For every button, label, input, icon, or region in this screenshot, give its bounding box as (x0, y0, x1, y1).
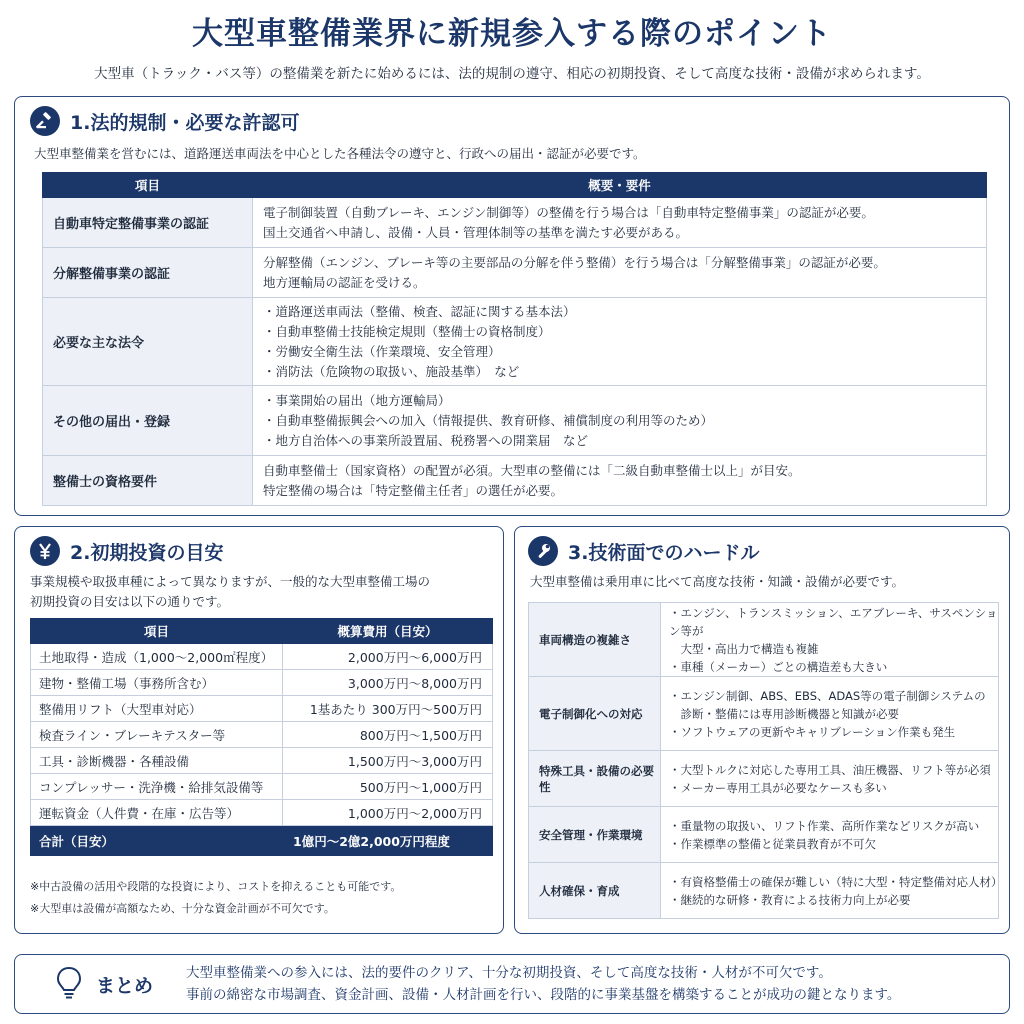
technical-item: 電子制御化への対応 (529, 677, 661, 751)
table-row (43, 298, 987, 386)
investment-cost: 1基あたり 300万円～500万円 (283, 696, 493, 722)
section-technical-header (528, 536, 759, 566)
legal-detail: ・道路運送車両法（整備、検査、認証に関する基本法） ・自動車整備士技能検定規則（整備士の資格制度） ・労働安全衛生法（作業環境、安全管理） ・消防法（危険物の取扱い、施設基準） など (253, 298, 987, 386)
legal-detail: 自動車整備士（国家資格）の配置が必須。大型車の整備には「二級自動車整備士以上」が目安。 特定整備の場合は「特定整備主任者」の選任が必要。 (253, 456, 987, 506)
page-title: 大型車整備業界に新規参入する際のポイント (192, 16, 832, 52)
table-row (31, 696, 493, 722)
table-row (43, 386, 987, 456)
table-row (31, 722, 493, 748)
table-row (31, 670, 493, 696)
table-row (43, 456, 987, 506)
legal-table (42, 172, 987, 506)
legal-detail: 分解整備（エンジン、ブレーキ等の主要部品の分解を伴う整備）を行う場合は「分解整備事業」の認証が必要。 地方運輸局の認証を受ける。 (253, 248, 987, 298)
lightbulb-icon (56, 966, 82, 1004)
legal-col-summary: 概要・要件 (253, 173, 987, 198)
technical-table (528, 602, 1003, 919)
page-subtitle: 大型車（トラック・バス等）の整備業を新たに始めるには、法的規制の遵守、相応の初期投資、そして高度な技術・設備が求められます。 (94, 66, 930, 82)
technical-item: 安全管理・作業環境 (529, 807, 661, 863)
investment-item: 検査ライン・ブレーキテスター等 (31, 722, 283, 748)
investment-cost: 1,500万円～3,000万円 (283, 748, 493, 774)
technical-detail: ・エンジン制御、ABS、EBS、ADAS等の電子制御システムの 診断・整備には専用診断機器と知識が必要 ・ソフトウェアの更新やキャリブレーション作業も発生 (661, 677, 999, 751)
investment-item: コンプレッサー・洗浄機・給排気設備等 (31, 774, 283, 800)
investment-cost: 500万円～1,000万円 (283, 774, 493, 800)
technical-item: 車両構造の複雑さ (529, 603, 661, 677)
investment-col-cost: 概算費用（目安） (283, 619, 493, 644)
investment-item: 整備用リフト（大型車対応） (31, 696, 283, 722)
table-row (529, 807, 999, 863)
investment-notes (30, 876, 401, 920)
section-investment-header (30, 536, 223, 566)
investment-item: 建物・整備工場（事務所含む） (31, 670, 283, 696)
investment-note: ※中古設備の活用や段階的な投資により、コストを抑えることも可能です。 (30, 880, 402, 893)
section-investment-title: 2.初期投資の目安 (70, 541, 224, 564)
section-technical-desc: 大型車整備は乗用車に比べて高度な技術・知識・設備が必要です。 (530, 574, 905, 589)
legal-item: 分解整備事業の認証 (43, 248, 253, 298)
investment-cost: 2,000万円～6,000万円 (283, 644, 493, 670)
investment-col-item: 項目 (31, 619, 283, 644)
technical-item: 人材確保・育成 (529, 863, 661, 919)
table-row (43, 198, 987, 248)
section-legal-title: 1.法的規制・必要な許認可 (70, 111, 300, 134)
summary-label: まとめ (96, 975, 154, 997)
yen-icon (30, 536, 60, 566)
table-row (43, 248, 987, 298)
investment-item: 土地取得・造成（1,000～2,000㎡程度） (31, 644, 283, 670)
table-row (529, 751, 999, 807)
gavel-icon (30, 106, 60, 136)
legal-detail: 電子制御装置（自動ブレーキ、エンジン制御等）の整備を行う場合は「自動車特定整備事業」の認証が必要。 国土交通省へ申請し、設備・人員・管理体制等の基準を満たす必要がある。 (253, 198, 987, 248)
section-legal-header (30, 106, 299, 136)
technical-detail: ・大型トルクに対応した専用工具、油圧機器、リフト等が必須 ・メーカー専用工具が必要なケースも多い (661, 751, 999, 807)
investment-table (30, 618, 493, 856)
technical-detail: ・有資格整備士の確保が難しい（特に大型・特定整備対応人材） ・継続的な研修・教育による技術力向上が必要 (661, 863, 999, 919)
investment-total-row (31, 826, 493, 856)
table-row (31, 644, 493, 670)
legal-item: 整備士の資格要件 (43, 456, 253, 506)
section-investment-desc: 事業規模や取扱車種によって異なりますが、一般的な大型車整備工場の 初期投資の目安は以下の通りです。 (30, 574, 431, 609)
legal-item: 必要な主な法令 (43, 298, 253, 386)
investment-item: 工具・診断機器・各種設備 (31, 748, 283, 774)
legal-item: その他の届出・登録 (43, 386, 253, 456)
section-legal-desc: 大型車整備業を営むには、道路運送車両法を中心とした各種法令の遵守と、行政への届出・認証が必要です。 (34, 146, 646, 161)
summary-text: 大型車整備業への参入には、法的要件のクリア、十分な初期投資、そして高度な技術・人材が不可欠です。 事前の綿密な市場調査、資金計画、設備・人材計画を行い、段階的に事業基盤を構築することが成功の鍵となります。 (186, 965, 901, 1003)
investment-cost: 800万円～1,500万円 (283, 722, 493, 748)
table-row (529, 603, 999, 677)
table-row (529, 863, 999, 919)
table-row (31, 800, 493, 826)
table-row (31, 748, 493, 774)
technical-detail: ・エンジン、トランスミッション、エアブレーキ、サスペンション等が 大型・高出力で構造も複雑 ・車種（メーカー）ごとの構造差も大きい (661, 603, 999, 677)
investment-note: ※大型車は設備が高額なため、十分な資金計画が不可欠です。 (30, 902, 335, 915)
investment-cost: 3,000万円～8,000万円 (283, 670, 493, 696)
legal-item: 自動車特定整備事業の認証 (43, 198, 253, 248)
legal-col-item: 項目 (43, 173, 253, 198)
technical-item: 特殊工具・設備の必要性 (529, 751, 661, 807)
investment-cost: 1,000万円～2,000万円 (283, 800, 493, 826)
investment-total-cost: 1億円～2億2,000万円程度 (283, 826, 493, 856)
legal-detail: ・事業開始の届出（地方運輸局） ・自動車整備振興会への加入（情報提供、教育研修、補償制度の利用等のため） ・地方自治体への事業所設置届、税務署への開業届 など (253, 386, 987, 456)
section-technical-title: 3.技術面でのハードル (568, 541, 760, 564)
technical-detail: ・重量物の取扱い、リフト作業、高所作業などリスクが高い ・作業標準の整備と従業員教育が不可欠 (661, 807, 999, 863)
table-row (529, 677, 999, 751)
table-row (31, 774, 493, 800)
investment-item: 運転資金（人件費・在庫・広告等） (31, 800, 283, 826)
investment-total-label: 合計（目安） (31, 826, 283, 856)
wrench-icon (528, 536, 558, 566)
